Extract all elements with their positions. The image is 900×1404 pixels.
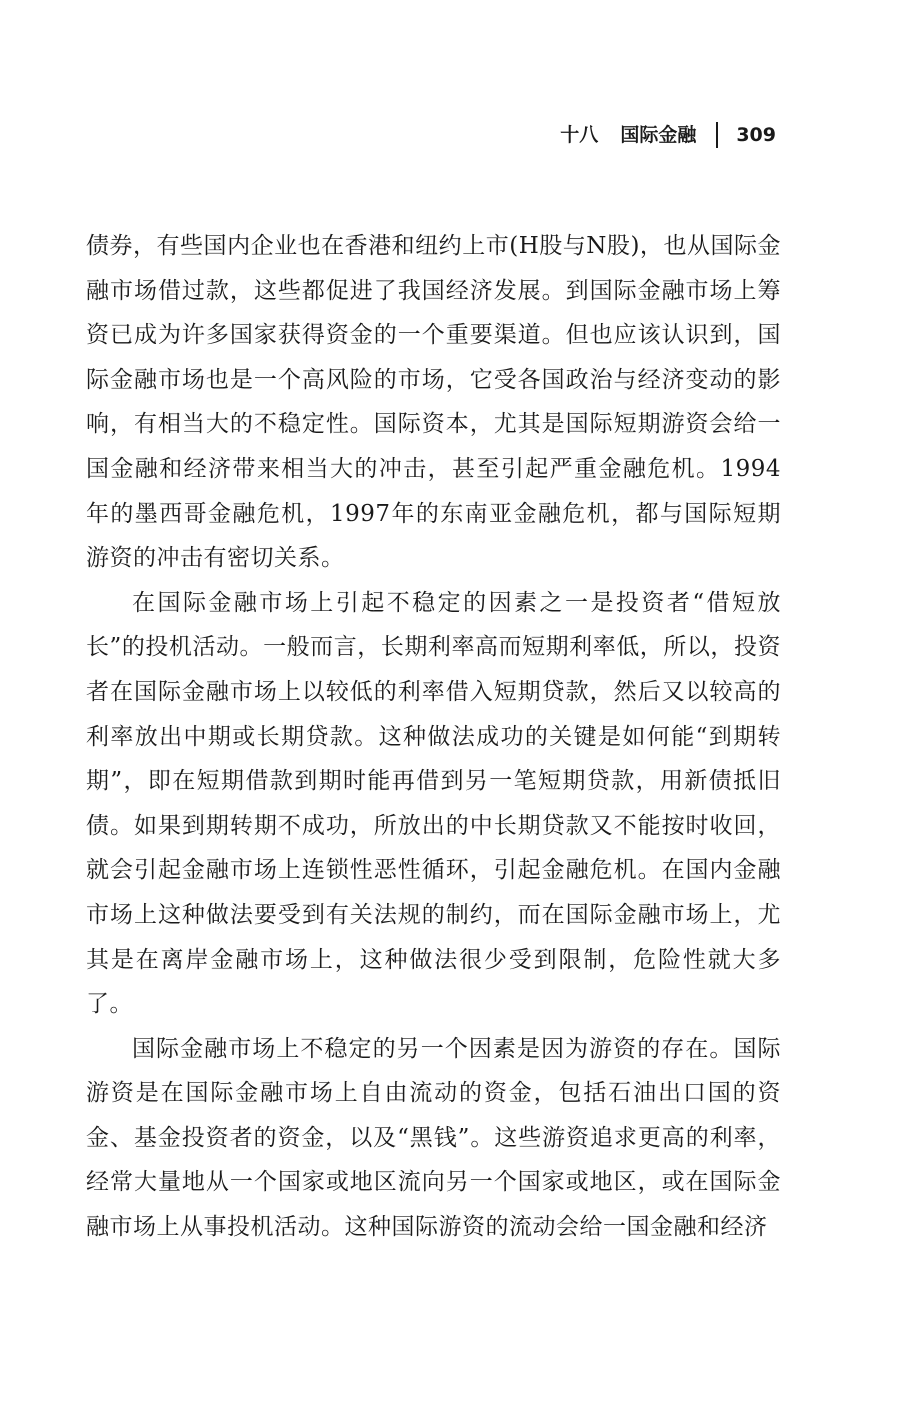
paragraph-continued: 债券，有些国内企业也在香港和纽约上市(H股与N股)，也从国际金融市场借过款，这些都促进了我国经济发展。到国际金融市场上筹资已成为许多国家获得资金的一个重要渠道。但也应该认识到，国际金融市场也是一个高风险的市场，它受各国政治与经济变动的影响，有相当大的不稳定性。国际资本，尤其是国际短期游资会给一国金融和经济带来相当大的冲击，甚至引起严重金融危机。1994年的墨西哥金融危机，1997年的东南亚金融危机，都与国际短期游资的冲击有密切关系。 <box>86 233 781 572</box>
paragraph: 在国际金融市场上引起不稳定的因素之一是投资者“借短放长”的投机活动。一般而言，长期利率高而短期利率低，所以，投资者在国际金融市场上以较低的利率借入短期贷款，然后又以较高的利率放出中期或长期贷款。这种做法成功的关键是如何能“到期转期”，即在短期借款到期时能再借到另一笔短期贷款，用新债抵旧债。如果到期转期不成功，所放出的中长期贷款又不能按时收回，就会引起金融市场上连锁性恶性循环，引起金融危机。在国内金融市场上这种做法要受到有关法规的制约，而在国际金融市场上，尤其是在离岸金融市场上，这种做法很少受到限制，危险性就大多了。 <box>86 589 781 1018</box>
chapter-title: 国际金融 <box>620 124 697 146</box>
body-text <box>86 224 781 1250</box>
header-divider <box>716 122 718 148</box>
page-number: 309 <box>736 124 776 146</box>
chapter-number: 十八 <box>560 124 599 146</box>
paragraph: 国际金融市场上不稳定的另一个因素是因为游资的存在。国际游资是在国际金融市场上自由流动的资金，包括石油出口国的资金、基金投资者的资金，以及“黑钱”。这些游资追求更高的利率，经常大量地从一个国家或地区流向另一个国家或地区，或在国际金融市场上从事投机活动。这种国际游资的流动会给一国金融和经济 <box>86 1035 781 1241</box>
running-header <box>560 118 776 152</box>
